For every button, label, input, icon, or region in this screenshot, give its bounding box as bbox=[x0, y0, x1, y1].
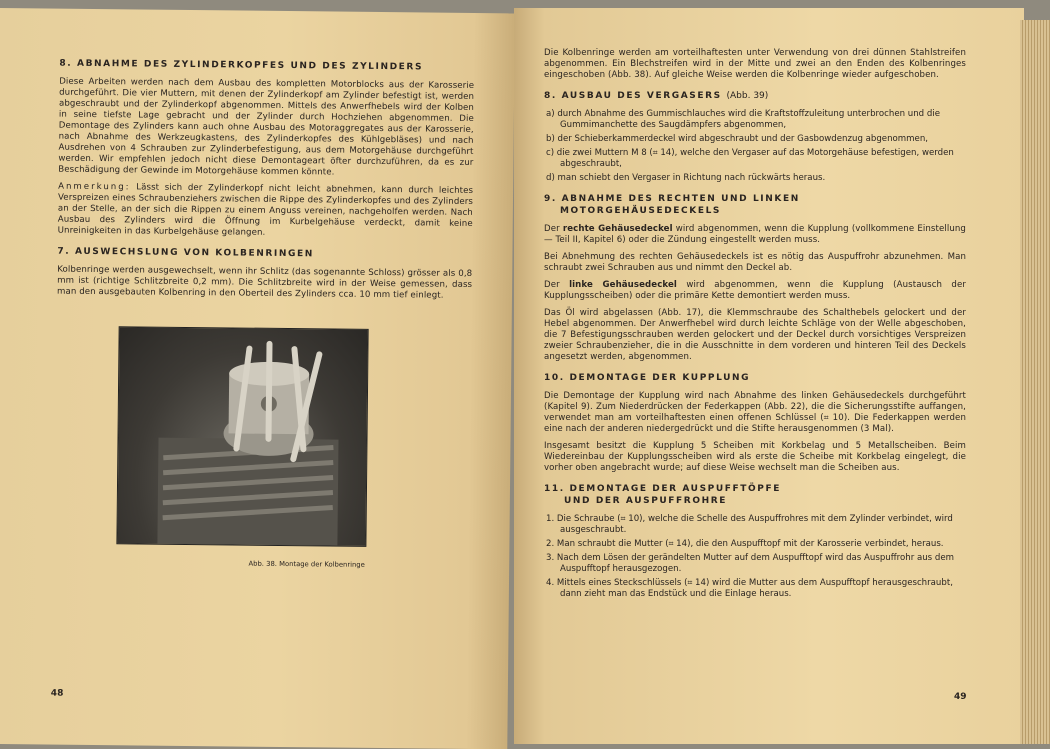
list-item: b) der Schieberkammerdeckel wird abgeschraubt und der Gasbowdenzug abgenommen, bbox=[546, 134, 929, 144]
list-item: a) durch Abnahme des Gummischlauches wird die Kraftstoffzuleitung unterbrochen und die Gummimanchette des Saugdämpfers abgenommen, bbox=[546, 109, 940, 130]
section-10-paragraph-1: Die Demontage der Kupplung wird nach Abnahme des linken Gehäusedeckels durchgeführt (Kapitel 9). Zum Niederdrücken der Federkappen (Abb. 22), die die Sicherungsstifte auffangen, verwendet man am vorteilhaftesten einen offenen Schlüssel (⌗ 10). Die Federkappen werden eine nach der anderen niedergedrückt und die Stifte herausgenommen (3 Mal). bbox=[544, 391, 966, 434]
bold-term: linke Gehäusedeckel bbox=[569, 280, 677, 290]
section-9-paragraph-2: Bei Abnehmung des rechten Gehäusedeckels ist es nötig das Auspuffrohr abzunehmen. Man schraubt zwei Schrauben aus und nimmt den Deckel ab. bbox=[544, 252, 966, 273]
section-8-title-right bbox=[544, 91, 966, 101]
section-10-paragraph-2: Insgesamt besitzt die Kupplung 5 Scheiben mit Korkbelag und 5 Metallscheiben. Beim Wiedereinbau der Kupplungsscheiben wird als erste die Scheibe mit Korkbelag eingelegt, die vorher oben angebracht wurde; auf diese Weise wechselt man die Scheiben aus. bbox=[544, 441, 966, 473]
section-8-title-text: 8. AUSBAU DES VERGASERS bbox=[544, 91, 722, 101]
carburetor-steps bbox=[544, 109, 966, 184]
section-11-title-line2: UND DER AUSPUFFROHRE bbox=[564, 496, 727, 506]
section-8-title-left: 8. ABNAHME DES ZYLINDERKOPFES UND DES ZYLINDERS bbox=[59, 58, 424, 73]
section-9-paragraph-1 bbox=[544, 224, 966, 246]
section-9-title-line2: MOTORGEHÄUSEDECKELS bbox=[560, 206, 721, 216]
note-label: Anmerkung: bbox=[58, 181, 131, 193]
text-span: wird abgenommen, wenn die Kupplung (Austausch der Kupplungsscheiben) oder die primäre Kette demontiert werden muss. bbox=[544, 280, 966, 301]
exhaust-steps bbox=[544, 514, 966, 600]
page-number-left: 48 bbox=[50, 688, 64, 699]
section-8-ref: (Abb. 39) bbox=[726, 91, 769, 101]
text-span: wird abgenommen, wenn die Kupplung (vollkommene Einstellung — Teil II, Kapitel 6) oder die Zündung eingestellt werden muss. bbox=[544, 224, 966, 245]
book-edge bbox=[1020, 20, 1050, 744]
page-number-right: 49 bbox=[954, 692, 967, 702]
section-7-paragraph: Kolbenringe werden ausgewechselt, wenn ihr Schlitz (das sogenannte Schloss) grösser als 0,8 mm ist (richtige Schlitzbreite 0,2 mm). Die Schlitzbreite wird in der Weise gemessen, dass man den ausgebauten Kolbenring in den Oberteil des Zylinders cca. 10 mm tief einlegt. bbox=[56, 264, 473, 301]
section-10-title: 10. DEMONTAGE DER KUPPLUNG bbox=[544, 373, 751, 383]
list-item: d) man schiebt den Vergaser in Richtung nach rückwärts heraus. bbox=[546, 173, 826, 183]
list-item: 2. Man schraubt die Mutter (⌗ 14), die den Auspufftopf mit der Karosserie verbindet, heraus. bbox=[546, 539, 944, 549]
list-item: 3. Nach dem Lösen der gerändelten Mutter auf dem Auspufftopf wird das Auspuffrohr aus dem Auspufftopf herausgezogen. bbox=[546, 553, 954, 574]
list-item: c) die zwei Muttern M 8 (⌗ 14), welche den Vergaser auf das Motorgehäuse befestigen, werden abgeschraubt, bbox=[546, 148, 954, 169]
text-span: Der bbox=[544, 280, 560, 290]
section-7-title: 7. AUSWECHSLUNG VON KOLBENRINGEN bbox=[57, 246, 314, 260]
piston-photo bbox=[116, 326, 368, 547]
bold-term: rechte Gehäusedeckel bbox=[562, 224, 673, 234]
piston-illustration bbox=[117, 327, 367, 546]
section-9-title-line1: 9. ABNAHME DES RECHTEN UND LINKEN bbox=[544, 194, 800, 204]
section-8-paragraph: Diese Arbeiten werden nach dem Ausbau des kompletten Motorblocks aus der Karosserie durchgeführt. Die vier Muttern, mit denen der Zylinderkopf am Zylinder befestigt ist, werden abgeschraubt und der Zylinderkopf abgenommen. Mittels des Anwerfhebels wird der Kolben in seine tiefste Lage gebracht und der Zylinder durch Hochziehen abgenommen. Die Demontage des Zylinders kann auch ohne Ausbau des Motoraggregates aus der Karosserie, nach Abnahme des Werkzeugkastens, des Zylinderkopfes des Kühlgebläses) und nach Ausdrehen von 4 Schrauben zur Zylinderbefestigung, aus dem Motorgehäuse durchgeführt werden. Wir empfehlen jedoch nicht diese Demontageart öfter durchzuführen, da es zur Beschädigung der Gewinde im Motorgehäuse kommen könnte. bbox=[58, 76, 475, 178]
section-9-paragraph-4: Das Öl wird abgelassen (Abb. 17), die Klemmschraube des Schalthebels gelockert und der Hebel abgenommen. Der Anwerfhebel wird durch leichte Schläge von der Welle abgeschoben, die 7 Befestigungsschrauben werden gelockert und der Deckel durch vorsichtiges Verspreizen zweier Schraubenzieher, die in die Ausschnitte in dem vorderen und hinteren Teil des Deckels angesetzt werden, abgenommen. bbox=[544, 308, 966, 362]
left-page bbox=[0, 8, 515, 749]
note-text: Lässt sich der Zylinderkopf nicht leicht abnehmen, kann durch leichtes Verspreizen eines Schraubenziehers zwischen die Rippe des Zylinderkopfes und des Zylinders an der Stelle, an der sich die Rippen zu einem Anguss vereinen, nachgeholfen werden. Nach Ausbau des Zylinders wird die Öffnung im Kurbelgehäuse verdeckt, damit keine Unreinigkeiten in das Kurbelgehäuse gelangen. bbox=[57, 182, 474, 238]
text-span: Der bbox=[544, 224, 560, 234]
section-11-title-line1: 11. DEMONTAGE DER AUSPUFFTÖPFE bbox=[544, 484, 781, 494]
list-item: 1. Die Schraube (⌗ 10), welche die Schelle des Auspuffrohres mit dem Zylinder verbindet, wird ausgeschraubt. bbox=[546, 514, 953, 535]
note-paragraph bbox=[58, 182, 474, 241]
section-9-paragraph-3 bbox=[544, 280, 966, 302]
list-item: 4. Mittels eines Steckschlüssels (⌗ 14) wird die Mutter aus dem Auspufftopf herausgeschraubt, dann zieht man das Endstück und die Einlage heraus. bbox=[546, 578, 953, 599]
intro-paragraph: Die Kolbenringe werden am vorteilhaftesten unter Verwendung von drei dünnen Stahlstreifen abgenommen. Ein Blechstreifen wird in der Mitte und zwei an den Enden des Kolbenringes eingeschoben (Abb. 38). Auf gleiche Weise werden die Kolbenringe wieder aufgeschoben. bbox=[544, 48, 966, 80]
figure-caption: Abb. 38. Montage der Kolbenringe bbox=[248, 559, 365, 569]
right-page bbox=[514, 8, 1024, 744]
